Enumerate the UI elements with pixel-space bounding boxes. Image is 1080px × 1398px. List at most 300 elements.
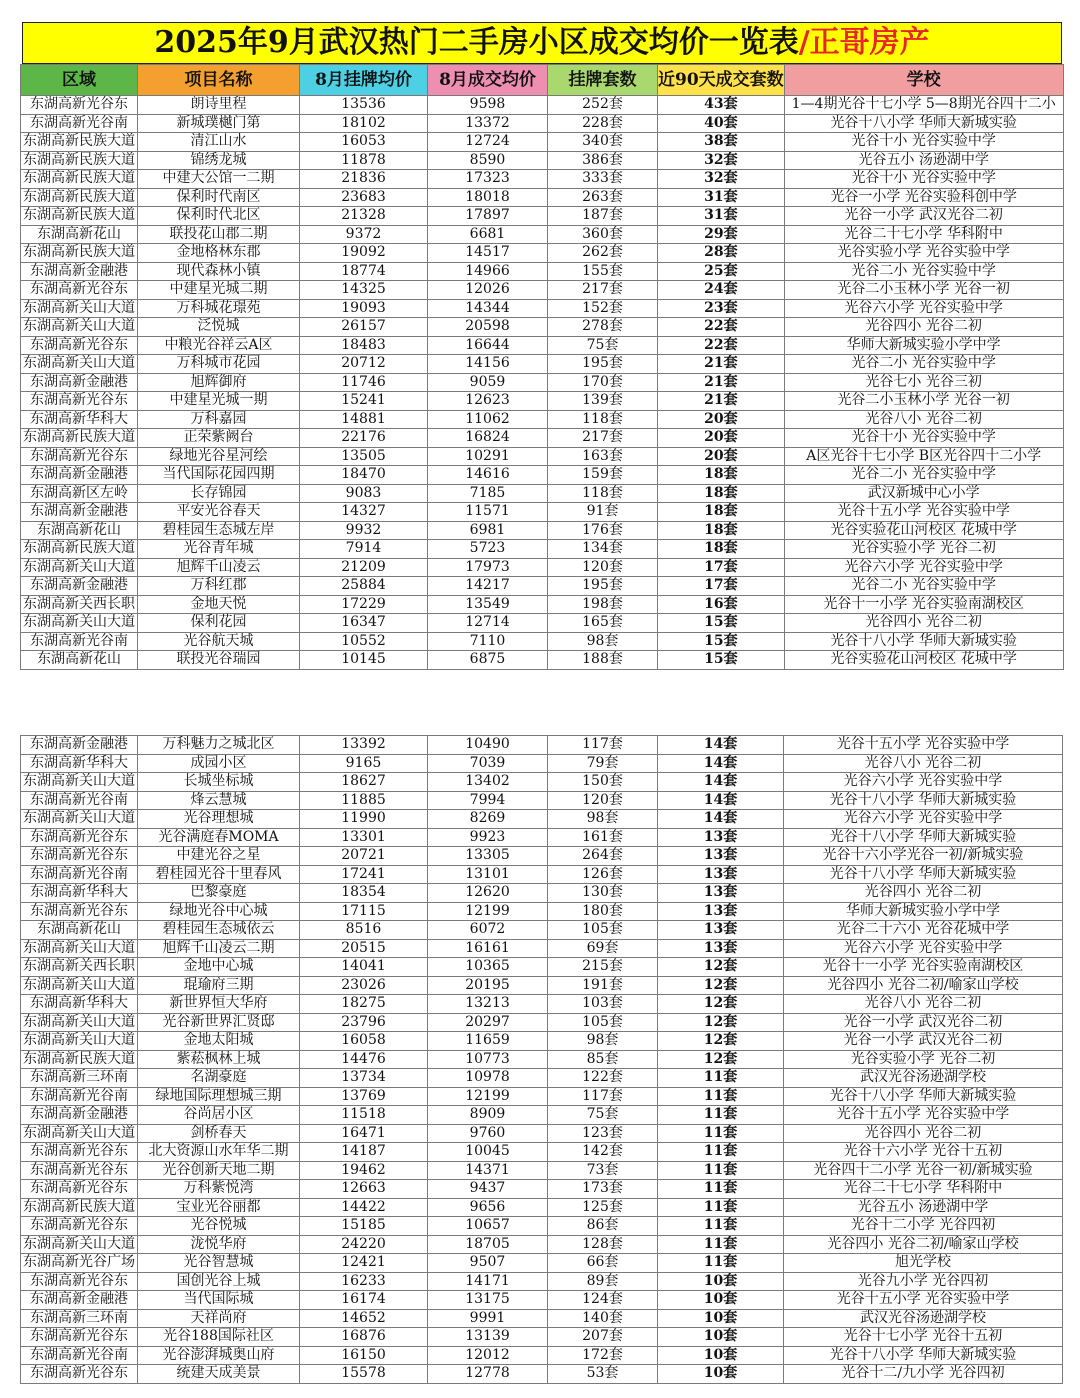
- table-row: [21, 884, 1063, 903]
- cell-list-price: 10145: [300, 651, 428, 670]
- table-row: [21, 114, 1064, 133]
- cell-90day-deals: 10套: [658, 1328, 784, 1347]
- cell-deal-price: 10291: [428, 447, 548, 466]
- cell-deal-price: 17323: [428, 170, 548, 189]
- cell-list-price: 7914: [300, 540, 428, 559]
- cell-school: 光谷十五小学 光谷实验中学: [784, 1106, 1063, 1125]
- cell-list-price: 19462: [300, 1161, 428, 1180]
- cell-project: 中建星光城一期: [138, 392, 300, 411]
- cell-90day-deals: 15套: [658, 651, 785, 670]
- cell-listing-count: 91套: [548, 503, 658, 522]
- cell-deal-price: 11062: [428, 410, 548, 429]
- cell-school: 华师大新城实验小学中学: [784, 336, 1063, 355]
- cell-school: 光谷十一小学 光谷实验南湖校区: [784, 958, 1063, 977]
- cell-90day-deals: 24套: [658, 281, 785, 300]
- cell-90day-deals: 32套: [658, 170, 785, 189]
- cell-90day-deals: 11套: [658, 1124, 784, 1143]
- table-row: [21, 336, 1064, 355]
- cell-school: 光谷五小 汤逊湖中学: [784, 1198, 1063, 1217]
- table-row: [21, 1161, 1063, 1180]
- cell-region: 东湖高新民族大道: [21, 540, 138, 559]
- cell-project: 巴黎豪庭: [138, 884, 300, 903]
- cell-list-price: 18774: [300, 262, 428, 281]
- cell-school: 光谷十八小学 华师大新城实验: [784, 828, 1063, 847]
- cell-school: 光谷四小 光谷二初: [784, 614, 1063, 633]
- cell-90day-deals: 28套: [658, 244, 785, 263]
- cell-90day-deals: 22套: [658, 336, 785, 355]
- cell-deal-price: 11571: [428, 503, 548, 522]
- table-row: [21, 262, 1064, 281]
- cell-region: 东湖高新花山: [21, 651, 138, 670]
- cell-project: 光谷澎湃城奥山府: [138, 1346, 300, 1365]
- cell-90day-deals: 10套: [658, 1346, 784, 1365]
- table-row: [21, 1328, 1063, 1347]
- cell-90day-deals: 12套: [658, 976, 784, 995]
- table-row: [21, 318, 1064, 337]
- table-row: [21, 595, 1064, 614]
- cell-deal-price: 7039: [428, 754, 548, 773]
- table-row: [21, 1272, 1063, 1291]
- header-list-price: 8月挂牌均价: [300, 65, 428, 96]
- cell-listing-count: 128套: [548, 1235, 658, 1254]
- cell-region: 东湖高新关山大道: [21, 773, 138, 792]
- cell-listing-count: 98套: [548, 1032, 658, 1051]
- cell-project: 成园小区: [138, 754, 300, 773]
- cell-school: 光谷八小 光谷二初: [784, 995, 1063, 1014]
- cell-90day-deals: 10套: [658, 1309, 784, 1328]
- cell-deal-price: 12012: [428, 1346, 548, 1365]
- cell-project: 联投光谷瑞园: [138, 651, 300, 670]
- cell-list-price: 18627: [300, 773, 428, 792]
- cell-listing-count: 161套: [548, 828, 658, 847]
- table-row: [21, 373, 1064, 392]
- cell-listing-count: 163套: [548, 447, 658, 466]
- cell-project: 长城坐标城: [138, 773, 300, 792]
- cell-deal-price: 13372: [428, 114, 548, 133]
- cell-region: 东湖高新民族大道: [21, 151, 138, 170]
- price-table-top: [20, 64, 1064, 670]
- cell-listing-count: 360套: [548, 225, 658, 244]
- cell-project: 光谷智慧城: [138, 1254, 300, 1273]
- cell-listing-count: 188套: [548, 651, 658, 670]
- cell-region: 东湖高新光谷东: [21, 1328, 138, 1347]
- cell-project: 名湖豪庭: [138, 1069, 300, 1088]
- cell-region: 东湖高新光谷南: [21, 114, 138, 133]
- cell-90day-deals: 13套: [658, 884, 784, 903]
- table-row: [21, 299, 1064, 318]
- page-title: [22, 22, 1062, 64]
- cell-90day-deals: 10套: [658, 1291, 784, 1310]
- cell-list-price: 13392: [300, 736, 428, 755]
- table-row: [21, 577, 1064, 596]
- cell-deal-price: 12199: [428, 1087, 548, 1106]
- cell-list-price: 14476: [300, 1050, 428, 1069]
- cell-list-price: 18483: [300, 336, 428, 355]
- cell-list-price: 13301: [300, 828, 428, 847]
- cell-list-price: 16053: [300, 133, 428, 152]
- cell-region: 东湖高新光谷东: [21, 336, 138, 355]
- cell-90day-deals: 15套: [658, 632, 785, 651]
- cell-listing-count: 263套: [548, 188, 658, 207]
- table-row: [21, 773, 1063, 792]
- cell-list-price: 16876: [300, 1328, 428, 1347]
- cell-region: 东湖高新关山大道: [21, 1235, 138, 1254]
- table-row: [21, 429, 1064, 448]
- cell-project: 锦绣龙城: [138, 151, 300, 170]
- table-row: [21, 1217, 1063, 1236]
- cell-listing-count: 53套: [548, 1365, 658, 1384]
- cell-school: 光谷实验花山河校区 花城中学: [784, 651, 1063, 670]
- cell-list-price: 21328: [300, 207, 428, 226]
- cell-deal-price: 9991: [428, 1309, 548, 1328]
- cell-school: 光谷十六小学光谷一初/新城实验: [784, 847, 1063, 866]
- cell-90day-deals: 40套: [658, 114, 785, 133]
- cell-school: 光谷二小 光谷实验中学: [784, 577, 1063, 596]
- cell-list-price: 18354: [300, 884, 428, 903]
- cell-project: 北大资源山水年华二期: [138, 1143, 300, 1162]
- cell-90day-deals: 18套: [658, 540, 785, 559]
- table-row: [21, 1291, 1063, 1310]
- cell-school: 光谷十八小学 华师大新城实验: [784, 114, 1063, 133]
- table-row: [21, 865, 1063, 884]
- cell-school: 光谷二十七小学 华科附中: [784, 1180, 1063, 1199]
- cell-school: 光谷实验小学 光谷二初: [784, 1050, 1063, 1069]
- cell-school: 光谷二小 光谷实验中学: [784, 466, 1063, 485]
- cell-list-price: 20515: [300, 939, 428, 958]
- cell-90day-deals: 25套: [658, 262, 785, 281]
- cell-region: 东湖高新华科大: [21, 884, 138, 903]
- cell-project: 长存锦园: [138, 484, 300, 503]
- cell-project: 泛悦城: [138, 318, 300, 337]
- cell-project: 万科红郡: [138, 577, 300, 596]
- table-row: [21, 1013, 1063, 1032]
- cell-90day-deals: 14套: [658, 773, 784, 792]
- cell-region: 东湖高新关山大道: [21, 355, 138, 374]
- cell-school: 光谷十八小学 华师大新城实验: [784, 632, 1063, 651]
- cell-project: 朗诗里程: [138, 96, 300, 115]
- cell-listing-count: 152套: [548, 299, 658, 318]
- cell-90day-deals: 18套: [658, 521, 785, 540]
- table-row: [21, 244, 1064, 263]
- cell-list-price: 9372: [300, 225, 428, 244]
- cell-list-price: 15241: [300, 392, 428, 411]
- cell-listing-count: 278套: [548, 318, 658, 337]
- cell-list-price: 9932: [300, 521, 428, 540]
- cell-deal-price: 14171: [428, 1272, 548, 1291]
- table-row: [21, 939, 1063, 958]
- cell-deal-price: 10365: [428, 958, 548, 977]
- cell-school: 光谷六小学 光谷实验中学: [784, 939, 1063, 958]
- cell-deal-price: 6981: [428, 521, 548, 540]
- cell-deal-price: 10773: [428, 1050, 548, 1069]
- cell-90day-deals: 12套: [658, 995, 784, 1014]
- cell-listing-count: 66套: [548, 1254, 658, 1273]
- cell-region: 东湖高新光谷东: [21, 847, 138, 866]
- cell-region: 东湖高新金融港: [21, 262, 138, 281]
- header-school: 学校: [784, 65, 1063, 96]
- cell-list-price: 23026: [300, 976, 428, 995]
- table-row: [21, 995, 1063, 1014]
- cell-school: 光谷二小玉林小学 光谷一初: [784, 392, 1063, 411]
- cell-listing-count: 165套: [548, 614, 658, 633]
- cell-list-price: 18275: [300, 995, 428, 1014]
- cell-list-price: 11518: [300, 1106, 428, 1125]
- cell-school: 光谷十八小学 华师大新城实验: [784, 865, 1063, 884]
- cell-project: 中建大公馆一二期: [138, 170, 300, 189]
- table-header-row: [21, 65, 1064, 96]
- cell-region: 东湖高新光谷广场: [21, 1254, 138, 1273]
- cell-list-price: 18102: [300, 114, 428, 133]
- cell-project: 万科城花璟苑: [138, 299, 300, 318]
- cell-project: 剑桥春天: [138, 1124, 300, 1143]
- table-body-bottom: [21, 736, 1063, 1384]
- table-row: [21, 1180, 1063, 1199]
- cell-90day-deals: 21套: [658, 373, 785, 392]
- cell-listing-count: 75套: [548, 1106, 658, 1125]
- table-row: [21, 355, 1064, 374]
- cell-listing-count: 264套: [548, 847, 658, 866]
- cell-project: 金地太阳城: [138, 1032, 300, 1051]
- cell-90day-deals: 17套: [658, 577, 785, 596]
- cell-project: 碧桂园光谷十里春风: [138, 865, 300, 884]
- table-row: [21, 466, 1064, 485]
- cell-deal-price: 16161: [428, 939, 548, 958]
- cell-region: 东湖高新关山大道: [21, 810, 138, 829]
- cell-project: 国创光谷上城: [138, 1272, 300, 1291]
- table-row: [21, 540, 1064, 559]
- cell-listing-count: 134套: [548, 540, 658, 559]
- cell-region: 东湖高新花山: [21, 921, 138, 940]
- cell-deal-price: 14156: [428, 355, 548, 374]
- cell-school: 光谷十二/九小学 光谷四初: [784, 1365, 1063, 1384]
- cell-school: 1—4期光谷十七小学 5—8期光谷四十二小: [784, 96, 1063, 115]
- cell-list-price: 14422: [300, 1198, 428, 1217]
- cell-deal-price: 9437: [428, 1180, 548, 1199]
- cell-deal-price: 13305: [428, 847, 548, 866]
- cell-deal-price: 16644: [428, 336, 548, 355]
- cell-region: 东湖高新关山大道: [21, 318, 138, 337]
- table-row: [21, 632, 1064, 651]
- title-separator: /: [798, 25, 810, 60]
- cell-project: 绿地光谷星河绘: [138, 447, 300, 466]
- cell-list-price: 19093: [300, 299, 428, 318]
- cell-listing-count: 69套: [548, 939, 658, 958]
- cell-listing-count: 85套: [548, 1050, 658, 1069]
- cell-deal-price: 7110: [428, 632, 548, 651]
- cell-school: 光谷十五小学 光谷实验中学: [784, 736, 1063, 755]
- cell-list-price: 21209: [300, 558, 428, 577]
- cell-listing-count: 118套: [548, 484, 658, 503]
- cell-listing-count: 386套: [548, 151, 658, 170]
- cell-region: 东湖高新民族大道: [21, 207, 138, 226]
- cell-school: 光谷十八小学 华师大新城实验: [784, 1346, 1063, 1365]
- cell-school: 光谷九小学 光谷四初: [784, 1272, 1063, 1291]
- cell-90day-deals: 13套: [658, 902, 784, 921]
- cell-region: 东湖高新金融港: [21, 373, 138, 392]
- cell-deal-price: 17897: [428, 207, 548, 226]
- cell-deal-price: 20195: [428, 976, 548, 995]
- cell-list-price: 26157: [300, 318, 428, 337]
- cell-project: 碧桂园生态城左岸: [138, 521, 300, 540]
- cell-project: 紫菘枫林上城: [138, 1050, 300, 1069]
- cell-project: 金地天悦: [138, 595, 300, 614]
- cell-listing-count: 142套: [548, 1143, 658, 1162]
- cell-project: 光谷理想城: [138, 810, 300, 829]
- cell-project: 现代森林小镇: [138, 262, 300, 281]
- cell-school: 光谷实验花山河校区 花城中学: [784, 521, 1063, 540]
- cell-school: 光谷四小 光谷二初/喻家山学校: [784, 1235, 1063, 1254]
- cell-deal-price: 13101: [428, 865, 548, 884]
- cell-list-price: 17115: [300, 902, 428, 921]
- cell-school: 光谷一小学 武汉光谷二初: [784, 207, 1063, 226]
- cell-deal-price: 13213: [428, 995, 548, 1014]
- cell-deal-price: 8590: [428, 151, 548, 170]
- cell-project: 旭辉御府: [138, 373, 300, 392]
- cell-90day-deals: 18套: [658, 466, 785, 485]
- cell-school: 光谷二小 光谷实验中学: [784, 355, 1063, 374]
- cell-90day-deals: 20套: [658, 410, 785, 429]
- cell-listing-count: 155套: [548, 262, 658, 281]
- cell-90day-deals: 38套: [658, 133, 785, 152]
- cell-90day-deals: 18套: [658, 484, 785, 503]
- cell-90day-deals: 13套: [658, 865, 784, 884]
- cell-listing-count: 75套: [548, 336, 658, 355]
- cell-project: 光谷188国际社区: [138, 1328, 300, 1347]
- table-row: [21, 1235, 1063, 1254]
- cell-region: 东湖高新金融港: [21, 1106, 138, 1125]
- cell-project: 新世界恒大华府: [138, 995, 300, 1014]
- table-row: [21, 976, 1063, 995]
- cell-list-price: 13505: [300, 447, 428, 466]
- table-row: [21, 1124, 1063, 1143]
- cell-region: 东湖高新光谷南: [21, 632, 138, 651]
- cell-list-price: 12421: [300, 1254, 428, 1273]
- cell-school: 光谷十小 光谷实验中学: [784, 170, 1063, 189]
- cell-school: 光谷六小学 光谷实验中学: [784, 810, 1063, 829]
- table-row: [21, 847, 1063, 866]
- cell-list-price: 11990: [300, 810, 428, 829]
- cell-90day-deals: 11套: [658, 1180, 784, 1199]
- cell-region: 东湖高新光谷东: [21, 902, 138, 921]
- cell-project: 绿地国际理想城三期: [138, 1087, 300, 1106]
- cell-90day-deals: 31套: [658, 188, 785, 207]
- cell-region: 东湖高新金融港: [21, 736, 138, 755]
- table-row: [21, 754, 1063, 773]
- cell-project: 万科魅力之城北区: [138, 736, 300, 755]
- cell-project: 保利花园: [138, 614, 300, 633]
- cell-90day-deals: 17套: [658, 558, 785, 577]
- cell-90day-deals: 10套: [658, 1365, 784, 1384]
- table-row: [21, 791, 1063, 810]
- cell-90day-deals: 12套: [658, 1032, 784, 1051]
- cell-project: 当代国际花园四期: [138, 466, 300, 485]
- cell-deal-price: 12620: [428, 884, 548, 903]
- cell-listing-count: 140套: [548, 1309, 658, 1328]
- cell-school: 武汉光谷汤逊湖学校: [784, 1069, 1063, 1088]
- cell-listing-count: 195套: [548, 577, 658, 596]
- table-row: [21, 1143, 1063, 1162]
- cell-school: 光谷十八小学 华师大新城实验: [784, 1087, 1063, 1106]
- cell-school: 光谷四小 光谷二初/喻家山学校: [784, 976, 1063, 995]
- cell-deal-price: 12778: [428, 1365, 548, 1384]
- cell-project: 中粮光谷祥云A区: [138, 336, 300, 355]
- cell-list-price: 23796: [300, 1013, 428, 1032]
- cell-region: 东湖高新关山大道: [21, 1124, 138, 1143]
- header-region: 区域: [21, 65, 138, 96]
- cell-region: 东湖高新光谷东: [21, 1217, 138, 1236]
- top-strip: [0, 0, 1080, 22]
- cell-project: 光谷新世界汇贤邸: [138, 1013, 300, 1032]
- cell-school: 光谷六小学 光谷实验中学: [784, 299, 1063, 318]
- cell-project: 中建星光城二期: [138, 281, 300, 300]
- cell-school: 光谷二十七小学 华科附中: [784, 225, 1063, 244]
- cell-region: 东湖高新关山大道: [21, 299, 138, 318]
- cell-region: 东湖高新光谷东: [21, 828, 138, 847]
- cell-project: 联投花山郡二期: [138, 225, 300, 244]
- cell-school: 光谷十五小学 光谷实验中学: [784, 1291, 1063, 1310]
- cell-deal-price: 18018: [428, 188, 548, 207]
- cell-list-price: 17229: [300, 595, 428, 614]
- cell-school: 光谷十小 光谷实验中学: [784, 429, 1063, 448]
- cell-school: 光谷四小 光谷二初: [784, 1124, 1063, 1143]
- table-row: [21, 614, 1064, 633]
- cell-listing-count: 139套: [548, 392, 658, 411]
- cell-school: 光谷四小 光谷二初: [784, 318, 1063, 337]
- table-row: [21, 151, 1064, 170]
- cell-project: 泷悦华府: [138, 1235, 300, 1254]
- cell-project: 平安光谷春天: [138, 503, 300, 522]
- cell-deal-price: 6072: [428, 921, 548, 940]
- cell-deal-price: 12026: [428, 281, 548, 300]
- cell-project: 正荣紫阙台: [138, 429, 300, 448]
- cell-list-price: 16058: [300, 1032, 428, 1051]
- cell-list-price: 9083: [300, 484, 428, 503]
- cell-project: 光谷青年城: [138, 540, 300, 559]
- cell-list-price: 10552: [300, 632, 428, 651]
- cell-90day-deals: 13套: [658, 847, 784, 866]
- cell-school: 光谷十六小学 光谷十五初: [784, 1143, 1063, 1162]
- cell-school: 光谷四小 光谷二初: [784, 884, 1063, 903]
- cell-listing-count: 105套: [548, 1013, 658, 1032]
- cell-list-price: 20712: [300, 355, 428, 374]
- cell-deal-price: 10490: [428, 736, 548, 755]
- cell-school: 华师大新城实验小学中学: [784, 902, 1063, 921]
- cell-region: 东湖高新光谷东: [21, 392, 138, 411]
- cell-listing-count: 125套: [548, 1198, 658, 1217]
- cell-project: 保利时代北区: [138, 207, 300, 226]
- cell-project: 绿地光谷中心城: [138, 902, 300, 921]
- cell-90day-deals: 11套: [658, 1106, 784, 1125]
- cell-list-price: 20721: [300, 847, 428, 866]
- cell-deal-price: 7185: [428, 484, 548, 503]
- cell-listing-count: 120套: [548, 791, 658, 810]
- table-row: [21, 958, 1063, 977]
- cell-listing-count: 123套: [548, 1124, 658, 1143]
- table-row: [21, 736, 1063, 755]
- cell-school: 光谷二小 光谷实验中学: [784, 262, 1063, 281]
- cell-90day-deals: 29套: [658, 225, 785, 244]
- cell-deal-price: 5723: [428, 540, 548, 559]
- cell-listing-count: 98套: [548, 632, 658, 651]
- cell-listing-count: 195套: [548, 355, 658, 374]
- cell-school: 光谷一小学 武汉光谷二初: [784, 1013, 1063, 1032]
- table-row: [21, 1050, 1063, 1069]
- cell-deal-price: 6681: [428, 225, 548, 244]
- cell-list-price: 14187: [300, 1143, 428, 1162]
- cell-region: 东湖高新光谷东: [21, 1161, 138, 1180]
- title-brand: 正哥房产: [809, 25, 930, 60]
- cell-deal-price: 20297: [428, 1013, 548, 1032]
